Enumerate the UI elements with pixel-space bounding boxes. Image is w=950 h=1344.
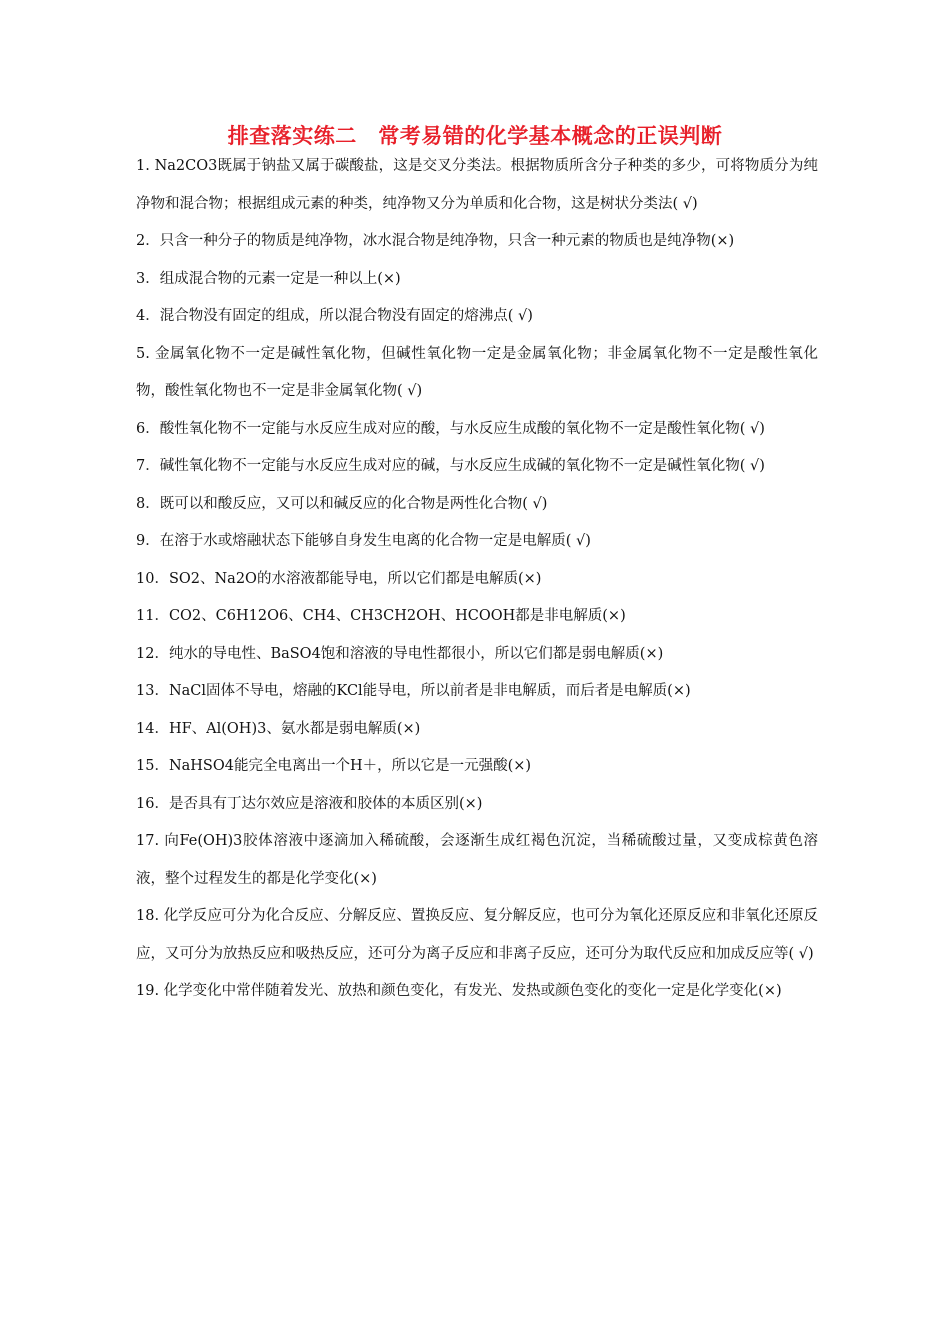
statement-item: 9．在溶于水或熔融状态下能够自身发生电离的化合物一定是电解质( √) bbox=[136, 533, 591, 549]
statement-item: 15．NaHSO4能完全电离出一个H＋，所以它是一元强酸(×) bbox=[136, 758, 532, 774]
statement-item: 19. 化学变化中常伴随着发光、放热和颜色变化，有发光、发热或颜色变化的变化一定是化学变化(×) bbox=[136, 983, 782, 999]
statement-item: 2．只含一种分子的物质是纯净物，冰水混合物是纯净物，只含一种元素的物质也是纯净物(×) bbox=[136, 233, 735, 249]
statement-item: 14．HF、Al(OH)3、氨水都是弱电解质(×) bbox=[136, 720, 421, 737]
statement-list bbox=[136, 148, 818, 1011]
statement-item: 8．既可以和酸反应，又可以和碱反应的化合物是两性化合物( √) bbox=[136, 495, 548, 512]
statement-item: 1. Na2CO3既属于钠盐又属于碳酸盐，这是交叉分类法。根据物质所含分子种类的多少，可将物质分为纯净物和混合物；根据组成元素的种类，纯净物又分为单质和化合物，这是树状分类法( √) bbox=[136, 158, 818, 212]
document-title: 排查落实练二 常考易错的化学基本概念的正误判断 bbox=[227, 124, 723, 148]
statement-item: 6．酸性氧化物不一定能与水反应生成对应的酸，与水反应生成酸的氧化物不一定是酸性氧化物( √) bbox=[136, 420, 765, 437]
statement-item: 4．混合物没有固定的组成，所以混合物没有固定的熔沸点( √) bbox=[136, 308, 533, 324]
statement-item: 12．纯水的导电性、BaSO4饱和溶液的导电性都很小，所以它们都是弱电解质(×) bbox=[136, 645, 664, 662]
statement-item: 3．组成混合物的元素一定是一种以上(×) bbox=[136, 270, 401, 287]
statement-item: 13．NaCl固体不导电，熔融的KCl能导电，所以前者是非电解质，而后者是电解质(×) bbox=[136, 683, 691, 699]
statement-item: 5. 金属氧化物不一定是碱性氧化物，但碱性氧化物一定是金属氧化物；非金属氧化物不一定是酸性氧化物，酸性氧化物也不一定是非金属氧化物( √) bbox=[136, 345, 818, 399]
statement-item: 18. 化学反应可分为化合反应、分解反应、置换反应、复分解反应，也可分为氧化还原反应和非氧化还原反应，又可分为放热反应和吸热反应，还可分为离子反应和非离子反应，还可分为取代反应和加成反应等( √) bbox=[136, 908, 818, 962]
statement-item: 7．碱性氧化物不一定能与水反应生成对应的碱，与水反应生成碱的氧化物不一定是碱性氧化物( √) bbox=[136, 458, 765, 474]
statement-item: 17. 向Fe(OH)3胶体溶液中逐滴加入稀硫酸，会逐渐生成红褐色沉淀，当稀硫酸过量，又变成棕黄色溶液，整个过程发生的都是化学变化(×) bbox=[136, 833, 818, 887]
statement-item: 10．SO2、Na2O的水溶液都能导电，所以它们都是电解质(×) bbox=[136, 570, 542, 587]
statement-item: 11．CO2、C6H12O6、CH4、CH3CH2OH、HCOOH都是非电解质(×) bbox=[136, 608, 626, 624]
statement-item: 16．是否具有丁达尔效应是溶液和胶体的本质区别(×) bbox=[136, 795, 483, 812]
